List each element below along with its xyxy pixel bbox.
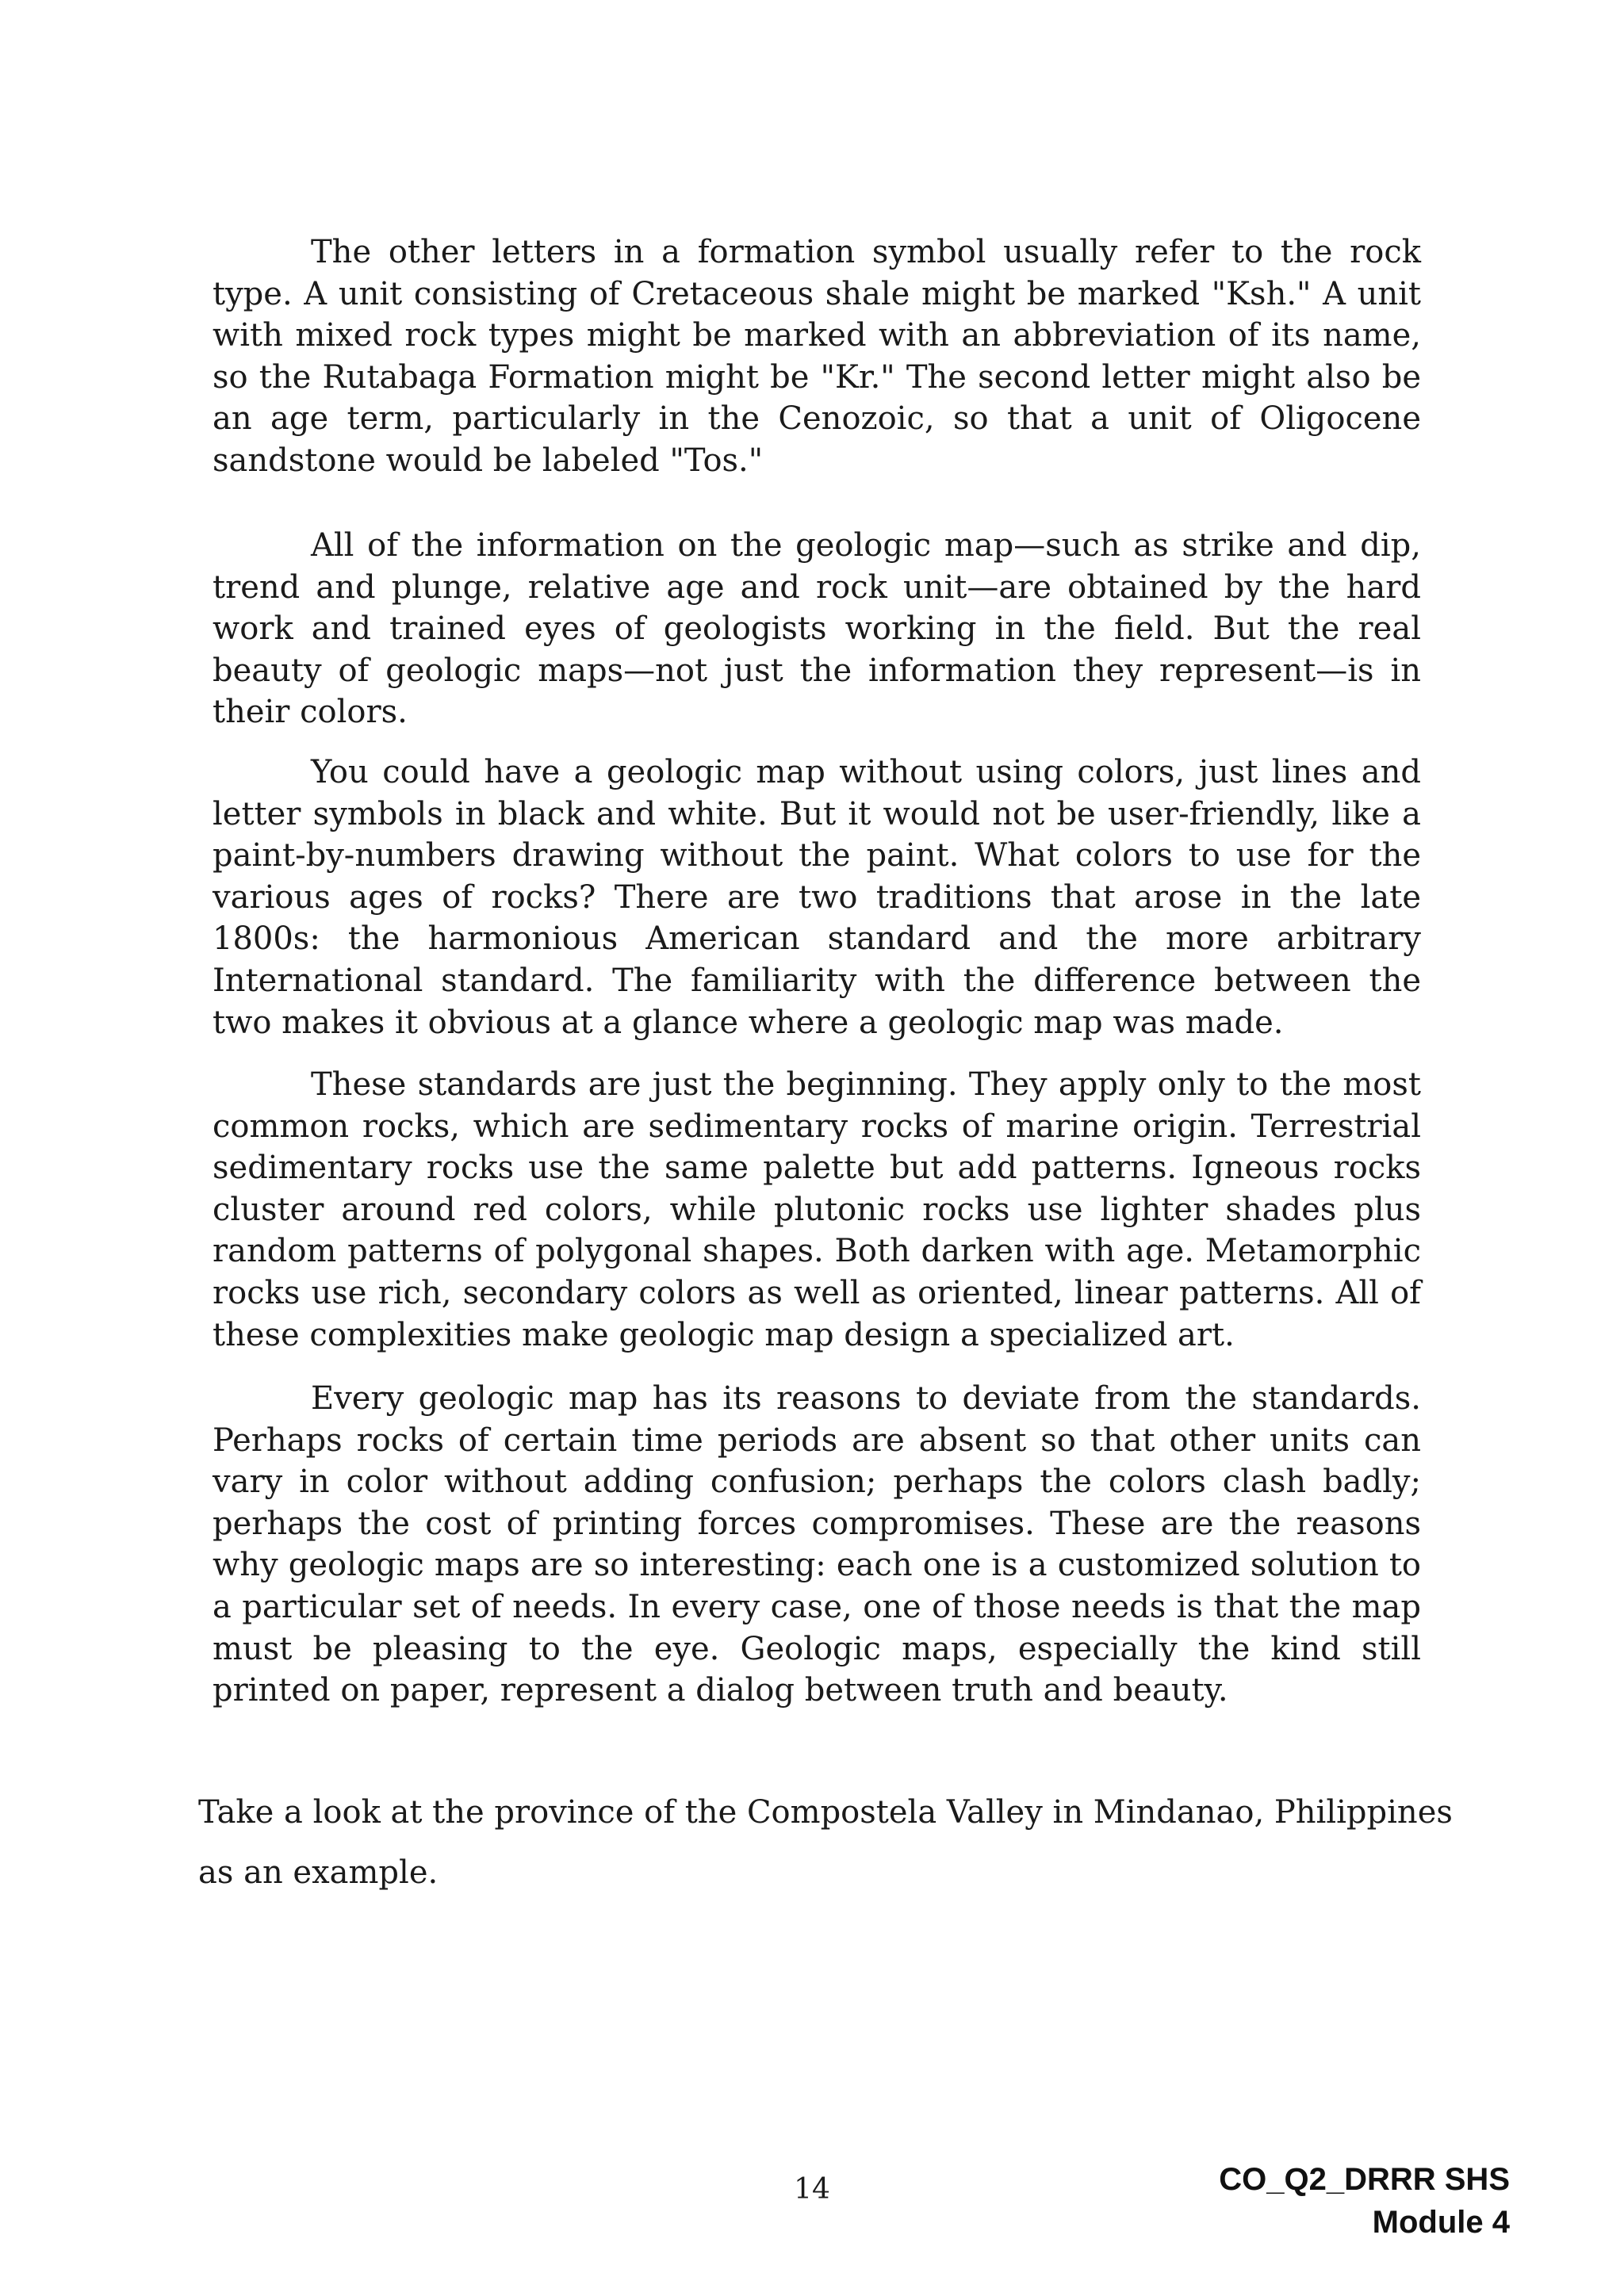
paragraph-color-standards: You could have a geologic map without using colors, just lines and letter symbols in black and white. But it would not be user-friendly, like a paint-by-numbers drawing without the paint. What colors to use for the various ages of rocks? There are two traditions that arose in the late 1800s: the harmonious American standard and the more arbitrary International standard. The familiarity with the difference between the two makes it obvious at a glance where a geologic map was made.: [213, 754, 1421, 1041]
paragraph-rock-palettes: These standards are just the beginning. They apply only to the most common rocks, which are sedimentary rocks of marine origin. Terrestrial sedimentary rocks use the same palette but add patterns. Igneous rocks cluster around red colors, while plutonic rocks use lighter shades plus random patterns of polygonal shapes. Both darken with age. Metamorphic rocks use rich, secondary colors as well as oriented, linear patterns. All of these complexities make geologic map design a specialized art.: [213, 1066, 1421, 1353]
paragraph-formation-symbols: The other letters in a formation symbol usually refer to the rock type. A unit consisting of Cretaceous shale might be marked "Ksh." A unit with mixed rock types might be marked with an abbreviation of its name, so the Rutabaga Formation might be "Kr." The second letter might also be an age term, particularly in the Cenozoic, so that a unit of Oligocene sandstone would be labeled "Tos.": [213, 234, 1421, 479]
module-name: Module 4: [1372, 2205, 1510, 2240]
module-footer: [1219, 2158, 1510, 2244]
paragraph-field-information: All of the information on the geologic map—such as strike and dip, trend and plunge, relative age and rock unit—are obtained by the hard work and trained eyes of geologists working in the field. But the real beauty of geologic maps—not just the information they represent—is in their colors.: [213, 527, 1421, 731]
closing-statement: Take a look at the province of the Compostela Valley in Mindanao, Philippines as an example.: [198, 1794, 1453, 1891]
module-code: CO_Q2_DRRR SHS: [1219, 2162, 1510, 2197]
paragraph-map-deviations: Every geologic map has its reasons to deviate from the standards. Perhaps rocks of certain time periods are absent so that other units can vary in color without adding confusion; perhaps the colors clash badly; perhaps the cost of printing forces compromises. These are the reasons why geologic maps are so interesting: each one is a customized solution to a particular set of needs. In every case, one of those needs is that the map must be pleasing to the eye. Geologic maps, especially the kind still printed on paper, represent a dialog between truth and beauty.: [213, 1380, 1421, 1709]
page-number: 14: [794, 2173, 830, 2206]
